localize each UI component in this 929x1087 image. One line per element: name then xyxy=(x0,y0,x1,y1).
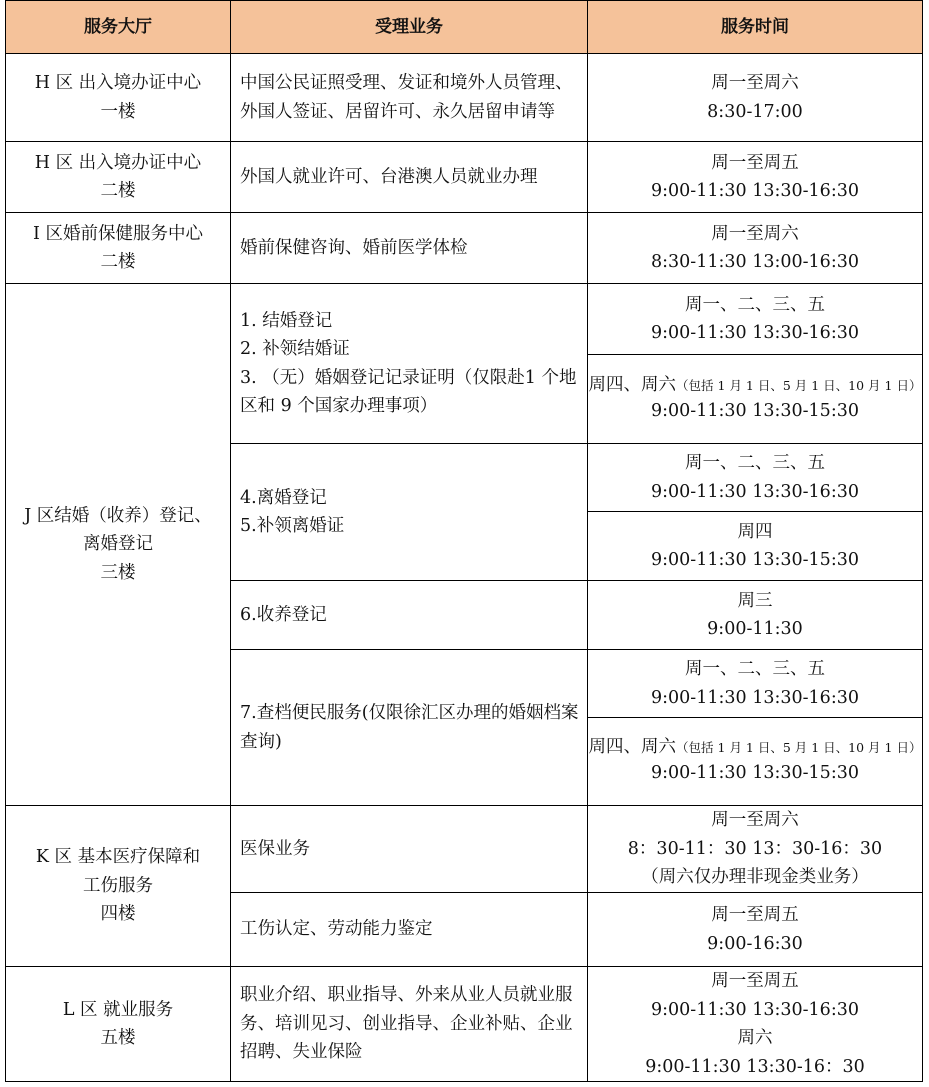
time-cell: 周一、二、三、五 9:00-11:30 13:30-16:30 xyxy=(588,284,923,355)
hall-cell: H 区 出入境办证中心 一楼 xyxy=(6,54,231,142)
time-cell: 周三 9:00-11:30 xyxy=(588,581,923,650)
business-cell: 婚前保健咨询、婚前医学体检 xyxy=(231,213,588,284)
header-business: 受理业务 xyxy=(231,1,588,54)
business-cell: 外国人就业许可、台港澳人员就业办理 xyxy=(231,142,588,213)
hall-cell: I 区婚前保健服务中心 二楼 xyxy=(6,213,231,284)
business-cell: 医保业务 xyxy=(231,806,588,893)
business-cell: 1. 结婚登记 2. 补领结婚证 3. （无）婚姻登记记录证明（仅限赴1 个地区和 9 个国家办理事项） xyxy=(231,284,588,444)
time-cell: 周一至周五 9:00-16:30 xyxy=(588,893,923,967)
time-cell: 周一至周六 8：30-11：30 13：30-16：30 （周六仅办理非现金类业务） xyxy=(588,806,923,893)
hall-cell: J 区结婚（收养）登记、 离婚登记 三楼 xyxy=(6,284,231,806)
business-cell: 职业介绍、职业指导、外来从业人员就业服务、培训见习、创业指导、企业补贴、企业招聘、失业保险 xyxy=(231,967,588,1082)
time-cell: 周一至周六 8:30-11:30 13:00-16:30 xyxy=(588,213,923,284)
time-cell: 周四、周六（包括 1 月 1 日、5 月 1 日、10 月 1 日） 9:00-11:30 13:30-15:30 xyxy=(588,718,923,806)
header-time: 服务时间 xyxy=(588,1,923,54)
time-cell: 周一至周五 9:00-11:30 13:30-16:30 周六 9:00-11:30 13:30-16：30 xyxy=(588,967,923,1082)
header-hall: 服务大厅 xyxy=(6,1,231,54)
time-cell: 周四 9:00-11:30 13:30-15:30 xyxy=(588,512,923,581)
hall-cell: L 区 就业服务 五楼 xyxy=(6,967,231,1082)
time-cell: 周一至周六 8:30-17:00 xyxy=(588,54,923,142)
time-cell: 周一、二、三、五 9:00-11:30 13:30-16:30 xyxy=(588,444,923,512)
business-cell: 4.离婚登记 5.补领离婚证 xyxy=(231,444,588,581)
hall-cell: H 区 出入境办证中心 二楼 xyxy=(6,142,231,213)
business-cell: 7.查档便民服务(仅限徐汇区办理的婚姻档案查询) xyxy=(231,650,588,806)
time-cell: 周一、二、三、五 9:00-11:30 13:30-16:30 xyxy=(588,650,923,718)
service-table xyxy=(5,0,923,1082)
business-cell: 6.收养登记 xyxy=(231,581,588,650)
time-cell: 周四、周六（包括 1 月 1 日、5 月 1 日、10 月 1 日） 9:00-11:30 13:30-15:30 xyxy=(588,355,923,444)
hall-cell: K 区 基本医疗保障和 工伤服务 四楼 xyxy=(6,806,231,967)
business-cell: 中国公民证照受理、发证和境外人员管理、外国人签证、居留许可、永久居留申请等 xyxy=(231,54,588,142)
time-cell: 周一至周五 9:00-11:30 13:30-16:30 xyxy=(588,142,923,213)
business-cell: 工伤认定、劳动能力鉴定 xyxy=(231,893,588,967)
